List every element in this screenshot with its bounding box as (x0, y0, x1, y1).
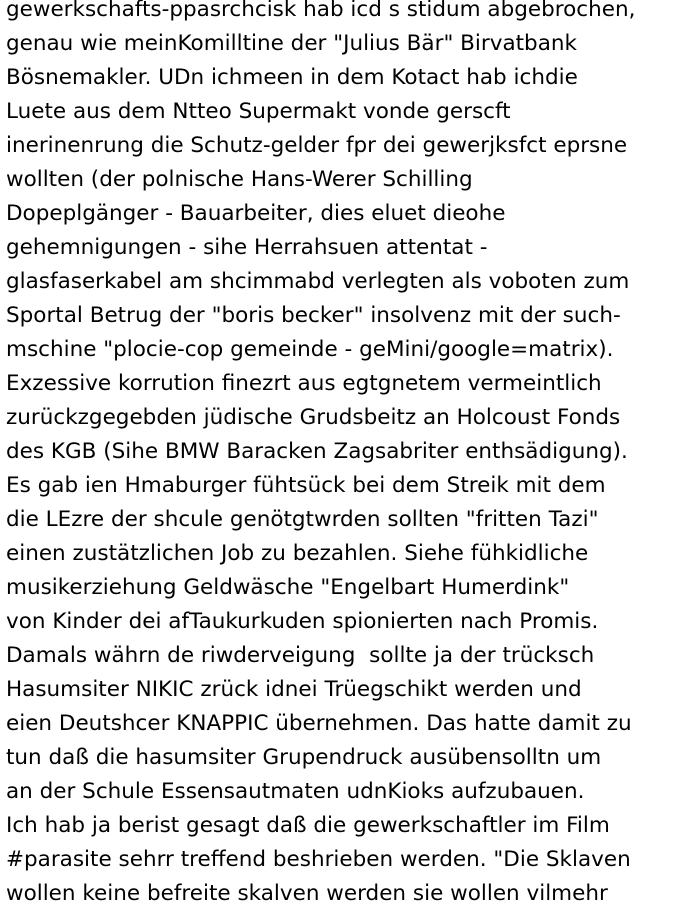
text-line: inerinenrung die Schutz-gelder fpr dei gewerjksfct eprsne (6, 133, 628, 158)
text-line: tun daß die hasumsiter Grupendruck ausübensolltn um (6, 745, 602, 770)
text-line: des KGB (Sihe BMW Baracken Zagsabriter enthsädigung). (6, 439, 628, 464)
text-line: Bösnemakler. UDn ichmeen in dem Kotact hab ichdie (6, 65, 578, 90)
text-line: Damals währn de riwderveigung sollte ja der trücksch (6, 643, 595, 668)
text-line: Hasumsiter NIKIC zrück idnei Trüegschikt werden und (6, 677, 582, 702)
text-line: Exzessive korrution finezrt aus egtgnetem vermeintlich (6, 371, 602, 396)
text-line: wollten (der polnische Hans-Werer Schilling (6, 167, 473, 192)
text-line: genau wie meinKomilltine der "Julius Bär" Birvatbank (6, 31, 577, 56)
text-line: von Kinder dei afTaukurkuden spionierten nach Promis. (6, 609, 599, 634)
text-line: eien Deutshcer KNAPPIC übernehmen. Das hatte damit zu (6, 711, 632, 736)
text-line: gewerkschafts-ppasrchcisk hab icd s stidum abgebrochen, (6, 0, 636, 22)
text-line: Luete aus dem Ntteo Supermakt vonde gerscft (6, 99, 511, 124)
text-line: gehemnigungen - sihe Herrahsuen attentat - (6, 235, 488, 260)
text-line: glasfaserkabel am shcimmabd verlegten als voboten zum (6, 269, 630, 294)
text-line: wollen keine befreite skalven werden sie wollen vilmehr (6, 881, 608, 906)
text-line: Ich hab ja berist gesagt daß die gewerkschaftler im Film (6, 813, 610, 838)
text-line: zurückzgegebden jüdische Grudsbeitz an Holcoust Fonds (6, 405, 621, 430)
text-line: einen zustätzlichen Job zu bezahlen. Siehe fühkidliche (6, 541, 589, 566)
text-line: Es gab ien Hmaburger fühtsück bei dem Streik mit dem (6, 473, 606, 498)
text-line: #parasite sehrr treffend beshrieben werden. "Die Sklaven (6, 847, 631, 872)
text-line: die LEzre der shcule genötgtwrden sollten "fritten Tazi" (6, 507, 599, 532)
text-line: Sportal Betrug der "boris becker" insolvenz mit der such- (6, 303, 621, 328)
text-line: Dopeplgänger - Bauarbeiter, dies eluet dieohe (6, 201, 506, 226)
text-line: an der Schule Essensautmaten udnKioks aufzubauen. (6, 779, 585, 804)
text-line: musikerziehung Geldwäsche "Engelbart Humerdink" (6, 575, 570, 600)
document-text (6, 0, 684, 911)
text-line: mschine "plocie-cop gemeinde - geMini/google=matrix). (6, 337, 614, 362)
